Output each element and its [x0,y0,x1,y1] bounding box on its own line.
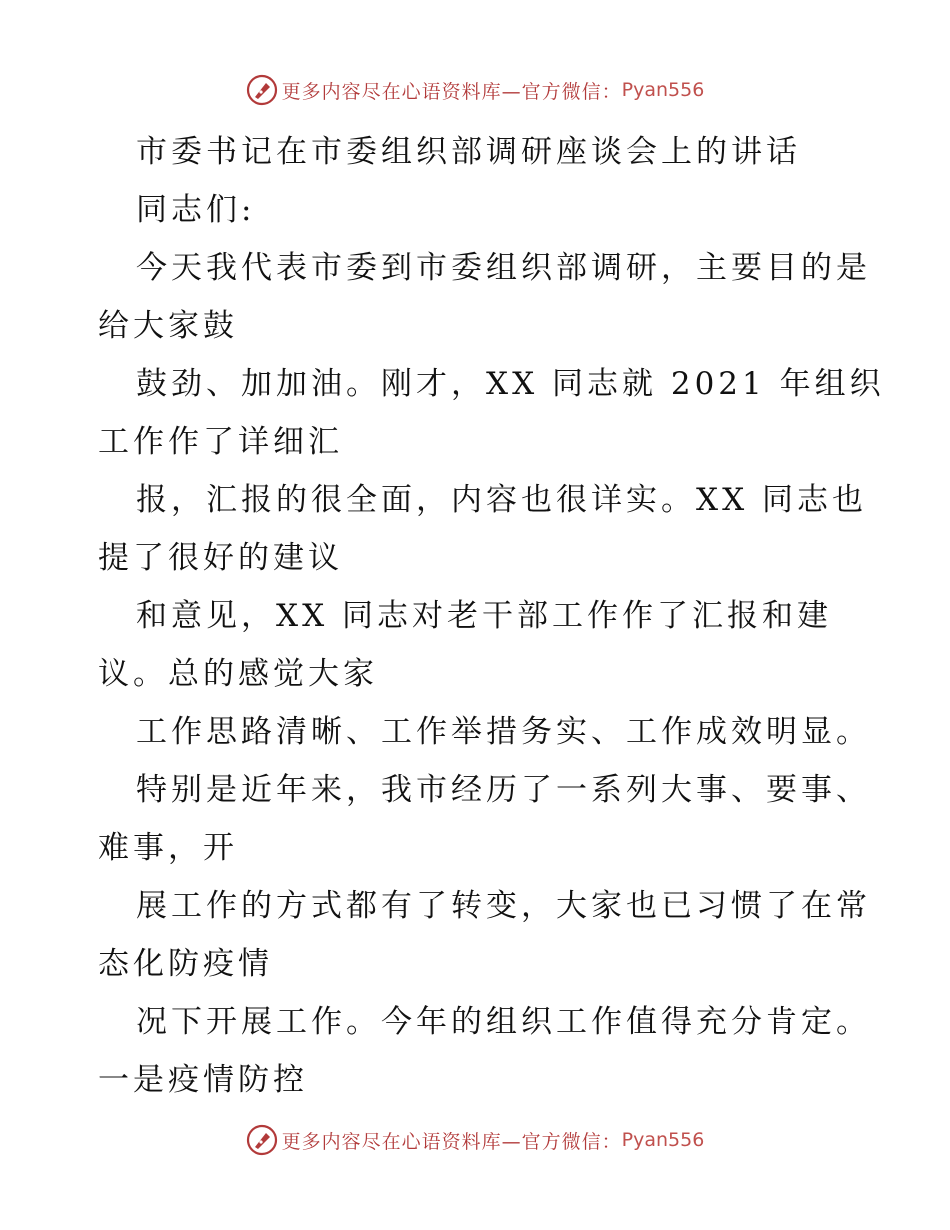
text-line: 报，汇报的很全面，内容也很详实。XX 同志也 [136,482,867,518]
text-line: 提了很好的建议 [98,540,343,576]
text-line: 议。总的感觉大家 [98,656,378,692]
text-line: 和意见，XX 同志对老干部工作作了汇报和建 [136,598,832,634]
text-line: 一是疫情防控 [98,1062,308,1098]
text-line: 同志们: [136,192,256,228]
text-line: 难事，开 [98,830,238,866]
text-line: 鼓劲、加加油。刚才，XX 同志就 2021 年组织 [136,366,885,402]
banner-handle: Pyan556 [621,1129,705,1151]
banner-text: 更多内容尽在心语资料库—官方微信： [281,80,622,103]
text-line: 给大家鼓 [98,308,238,344]
pen-nib-icon [246,1124,278,1156]
text-line: 特别是近年来，我市经历了一系列大事、要事、 [136,772,871,808]
text-line: 工作作了详细汇 [98,424,343,460]
banner-handle: Pyan556 [621,79,705,101]
document-title: 市委书记在市委组织部调研座谈会上的讲话 [136,134,801,170]
text-line: 今天我代表市委到市委组织部调研，主要目的是 [136,250,871,286]
text-line: 况下开展工作。今年的组织工作值得充分肯定。 [136,1004,871,1040]
text-line: 工作思路清晰、工作举措务实、工作成效明显。 [136,714,871,750]
text-line: 展工作的方式都有了转变，大家也已习惯了在常 [136,888,871,924]
header-banner [0,70,950,110]
pen-nib-icon [246,74,278,106]
banner-text: 更多内容尽在心语资料库—官方微信： [281,1130,622,1153]
document-body [98,123,885,1109]
text-line: 态化防疫情 [98,946,273,982]
footer-banner [0,1120,950,1160]
